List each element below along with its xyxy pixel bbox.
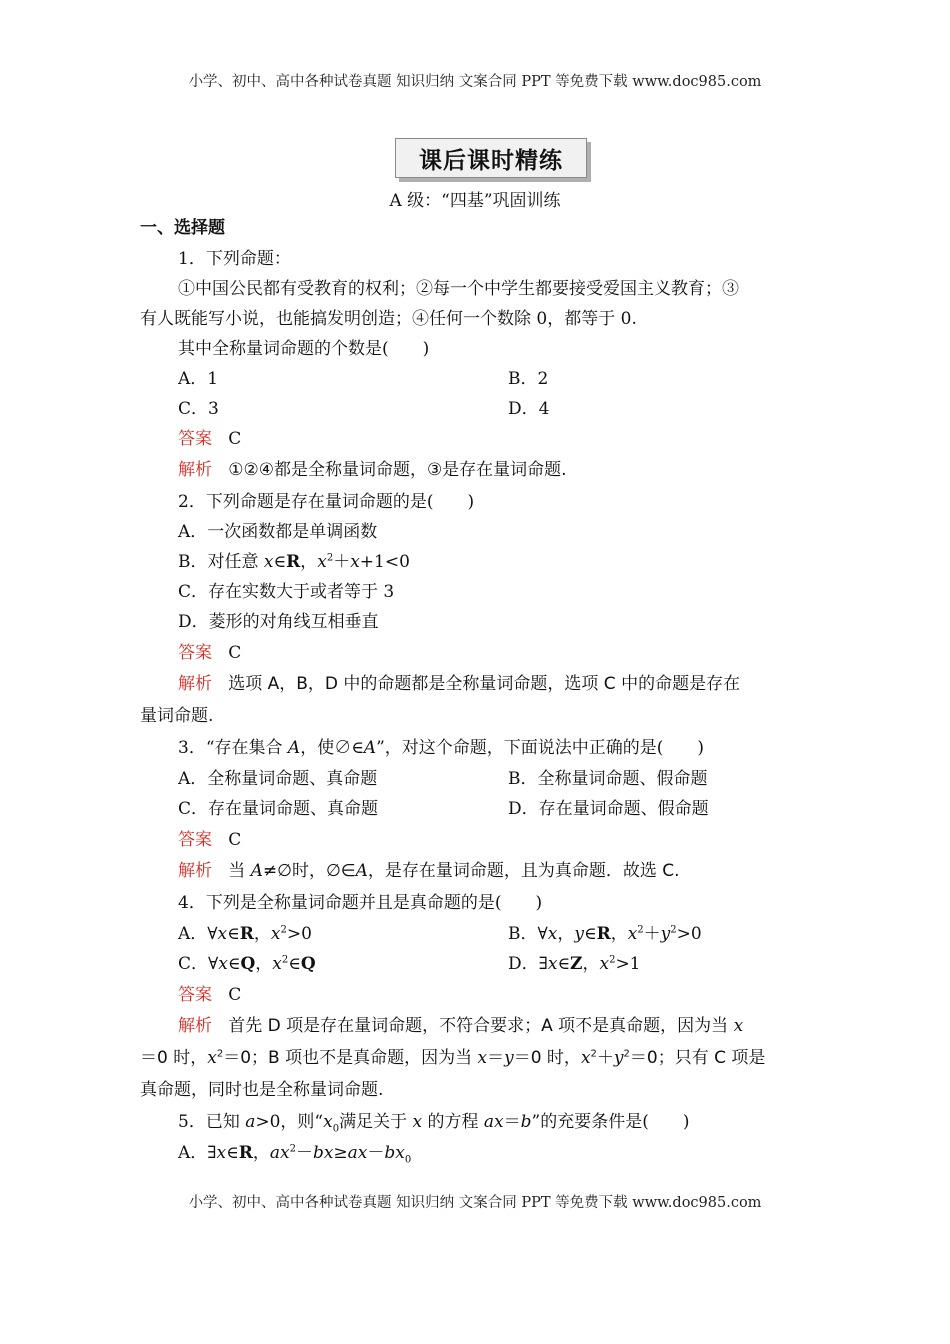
- q3-stem-pre: 3．“存在集合: [178, 738, 288, 758]
- q5-stem: 5．已知 a>0，则“$x_0$满足关于 x 的方程 ax＝b”的充要条件是( ): [178, 1112, 690, 1135]
- section-title-box: 课后课时精练: [395, 138, 587, 178]
- q2-analysis-1: 选项 A，B，D 中的命题都是全称量词命题，选项 C 中的命题是存在: [228, 674, 741, 694]
- analysis-label: 解析: [178, 861, 212, 881]
- subtitle: A 级：“四基”巩固训练: [389, 191, 561, 211]
- q5-stem-mid: 满足关于: [339, 1112, 413, 1132]
- q1-option-d: D．4: [508, 399, 550, 419]
- q1-analysis-line: [178, 458, 567, 482]
- q2-option-b: B．对任意 x∈R，$x^2+x+1<0$: [178, 552, 410, 572]
- q2-stem: 2．下列命题是存在量词命题的是( ): [178, 492, 475, 512]
- q3-option-a: A．全称量词命题、真命题: [178, 769, 378, 789]
- q4-answer-line: [178, 983, 241, 1007]
- q3-analysis-pre: 当: [228, 861, 251, 881]
- q4-answer: C: [228, 985, 242, 1005]
- q2-option-b-post: +1<0: [359, 552, 410, 572]
- q2-answer: C: [228, 643, 242, 663]
- q3-option-d: D．存在量词命题、假命题: [508, 799, 709, 819]
- q1-option-c: C．3: [178, 399, 219, 419]
- q4-analysis-2-mid: 项也不是真命题，因为当: [285, 1048, 478, 1068]
- q4-analysis-line: 解析 首先 D 项是存在量词命题，不符合要求；A 项不是真命题，因为当 x: [178, 1016, 744, 1036]
- q4-option-a: A．∀x∈R，$x^2>0$: [178, 924, 312, 944]
- q3-analysis-post: ，是存在量词命题，且为真命题．故选 C.: [367, 861, 680, 881]
- q1-line3: 其中全称量词命题的个数是( ): [178, 339, 430, 359]
- section-heading: 一、选择题: [140, 218, 225, 238]
- q4-option-b: B．∀x，y∈R，$x^2+y^2>0$: [508, 924, 702, 944]
- q3-option-b: B．全称量词命题、假命题: [508, 769, 708, 789]
- answer-label: 答案: [178, 429, 212, 449]
- analysis-label: 解析: [178, 1016, 212, 1036]
- q5-stem-pre: 5．已知: [178, 1112, 246, 1132]
- q4-analysis-1: 首先 D 项是存在量词命题，不符合要求；A 项不是真命题，因为当: [228, 1016, 729, 1036]
- page-footer: 小学、初中、高中各种试卷真题 知识归纳 文案合同 PPT 等免费下载 www.doc985.com: [188, 1195, 762, 1211]
- q4-stem: 4．下列是全称量词命题并且是真命题的是( ): [178, 893, 543, 913]
- q3-stem: 3．“存在集合 A，使∅∈A”，对这个命题，下面说法中正确的是( ): [178, 738, 705, 758]
- q1-answer: C: [228, 429, 242, 449]
- q5-option-a: A．∃x∈R，$ax^2-bx\ge ax-bx_0$: [178, 1143, 412, 1166]
- q2-analysis-line: [178, 672, 740, 696]
- q2-option-c: C．存在实数大于或者等于 3: [178, 582, 395, 602]
- q3-analysis-line: 解析 当 A≠∅时，∅∈A，是存在量词命题，且为真命题．故选 C.: [178, 861, 680, 881]
- q1-option-b: B．2: [508, 369, 549, 389]
- q1-line2: 有人既能写小说，也能搞发明创造；④任何一个数除 0，都等于 0.: [140, 309, 637, 329]
- q4-analysis-3: 真命题，同时也是全称量词命题.: [140, 1080, 384, 1100]
- answer-label: 答案: [178, 985, 212, 1005]
- answer-label: 答案: [178, 643, 212, 663]
- q5-stem-end: ”的充要条件是( ): [531, 1112, 690, 1132]
- q1-option-a: A．1: [178, 369, 219, 389]
- q2-option-d: D．菱形的对角线互相垂直: [178, 612, 379, 632]
- q3-option-c: C．存在量词命题、真命题: [178, 799, 379, 819]
- q3-stem-post: ”，对这个命题，下面说法中正确的是( ): [376, 738, 705, 758]
- q2-option-a: A．一次函数都是单调函数: [178, 522, 378, 542]
- analysis-label: 解析: [178, 674, 212, 694]
- q2-answer-line: [178, 641, 241, 665]
- q1-line1: ①中国公民都有受教育的权利；②每一个中学生都要接受爱国主义教育；③: [178, 279, 739, 299]
- q1-answer-line: [178, 427, 241, 451]
- q4-option-d: D．∃x∈Z，$x^2>1$: [508, 954, 641, 974]
- q2-analysis-2: 量词命题.: [140, 706, 214, 726]
- q2-option-b-pre: B．对任意: [178, 552, 264, 572]
- q3-answer-line: [178, 828, 241, 852]
- page-header: 小学、初中、高中各种试卷真题 知识归纳 文案合同 PPT 等免费下载 www.doc985.com: [188, 74, 762, 90]
- answer-label: 答案: [178, 830, 212, 850]
- q4-analysis-2: ＝0 时，$x^2=0$；B 项也不是真命题，因为当 x＝y＝0 时，$x^2+y^2=0$；只有 C 项是: [140, 1048, 766, 1068]
- analysis-label: 解析: [178, 460, 212, 480]
- q3-answer: C: [228, 830, 242, 850]
- q4-option-c: C．∀x∈Q，$x^2\in Q$: [178, 954, 316, 974]
- q1-analysis: ①②④都是全称量词命题，③是存在量词命题.: [228, 460, 567, 480]
- q1-stem: 1．下列命题：: [178, 249, 291, 269]
- q4-analysis-2-end: ；只有 C 项是: [657, 1048, 766, 1068]
